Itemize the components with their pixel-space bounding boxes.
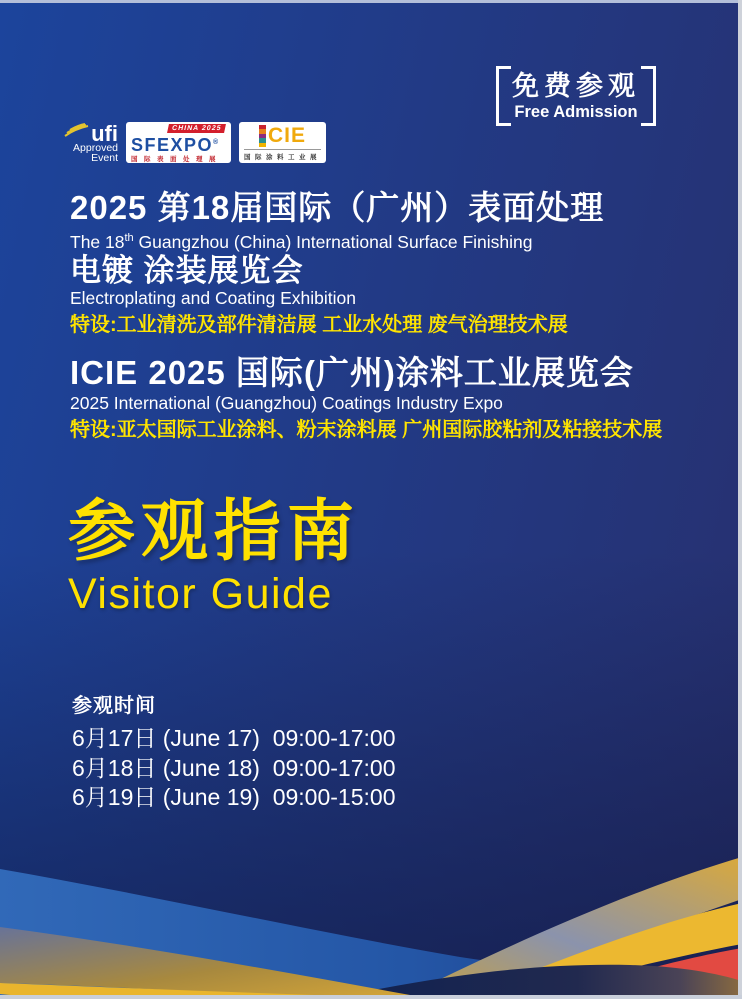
visiting-times-heading: 参观时间 [72, 695, 156, 717]
icie-mosaic-i-icon [259, 125, 266, 147]
show2-title-zh: ICIE 2025 国际(广州)涂料工业展览会 [70, 353, 634, 391]
ufi-logo [60, 120, 118, 164]
page-edge-bottom [0, 995, 742, 999]
ufi-approved-label: Approved [73, 141, 118, 154]
sfexpo-logo-subtitle: 国际表面处理展 [131, 156, 222, 163]
page-edge-right [738, 0, 742, 999]
show1-title-en: The 18th Guangzhou (China) International Surface Finishing [70, 231, 533, 252]
left-bracket-icon [496, 66, 511, 126]
footer-wave-graphic [0, 813, 742, 999]
visitor-guide-en: Visitor Guide [68, 570, 333, 618]
show2-special-themes: 特设:亚太国际工业涂料、粉末涂料展 广州国际胶粘剂及粘接技术展 [70, 418, 663, 441]
page-edge-top [0, 0, 742, 3]
ufi-logo-name: ufi [91, 120, 118, 146]
free-admission-badge [496, 66, 656, 126]
visitor-guide-zh: 参观指南 [68, 494, 360, 569]
ufi-event-label: Event [91, 151, 118, 164]
visiting-time-row: 6月17日 (June 17) 09:00-17:00 [72, 725, 396, 751]
visitor-guide-heading [68, 496, 360, 617]
sfexpo-china-banner: CHINA 2025 [167, 124, 226, 133]
sfexpo-logo-name: SFEXPO® [131, 135, 220, 155]
coatings-industry-show [70, 354, 714, 442]
exhibition-titles [70, 189, 714, 442]
show1-title2-en: Electroplating and Coating Exhibition [70, 287, 357, 308]
right-bracket-icon [641, 66, 656, 126]
show1-special-themes: 特设:工业清洗及部件清洁展 工业水处理 废气治理技术展 [70, 313, 568, 336]
icie-logo-name: CIE [267, 124, 306, 147]
show1-title2-zh: 电镀 涂装展览会 [70, 252, 304, 288]
visiting-times [72, 694, 395, 813]
surface-finishing-show [70, 189, 714, 337]
icie-logo-subtitle: 国际涂料工业展 [244, 149, 321, 161]
show1-title-zh: 2025 第18届国际（广州）表面处理 [70, 189, 605, 226]
visiting-time-row: 6月18日 (June 18) 09:00-17:00 [72, 754, 396, 781]
show2-title-en: 2025 International (Guangzhou) Coatings Industry Expo [70, 392, 503, 413]
logo-row [60, 122, 326, 163]
free-admission-en: Free Admission [514, 103, 638, 121]
icie-logo [239, 122, 326, 163]
ufi-swoosh-icon [64, 123, 90, 143]
free-admission-zh: 免费参观 [512, 71, 640, 101]
sfexpo-logo [126, 122, 231, 163]
visiting-time-row: 6月19日 (June 19) 09:00-15:00 [72, 784, 396, 810]
